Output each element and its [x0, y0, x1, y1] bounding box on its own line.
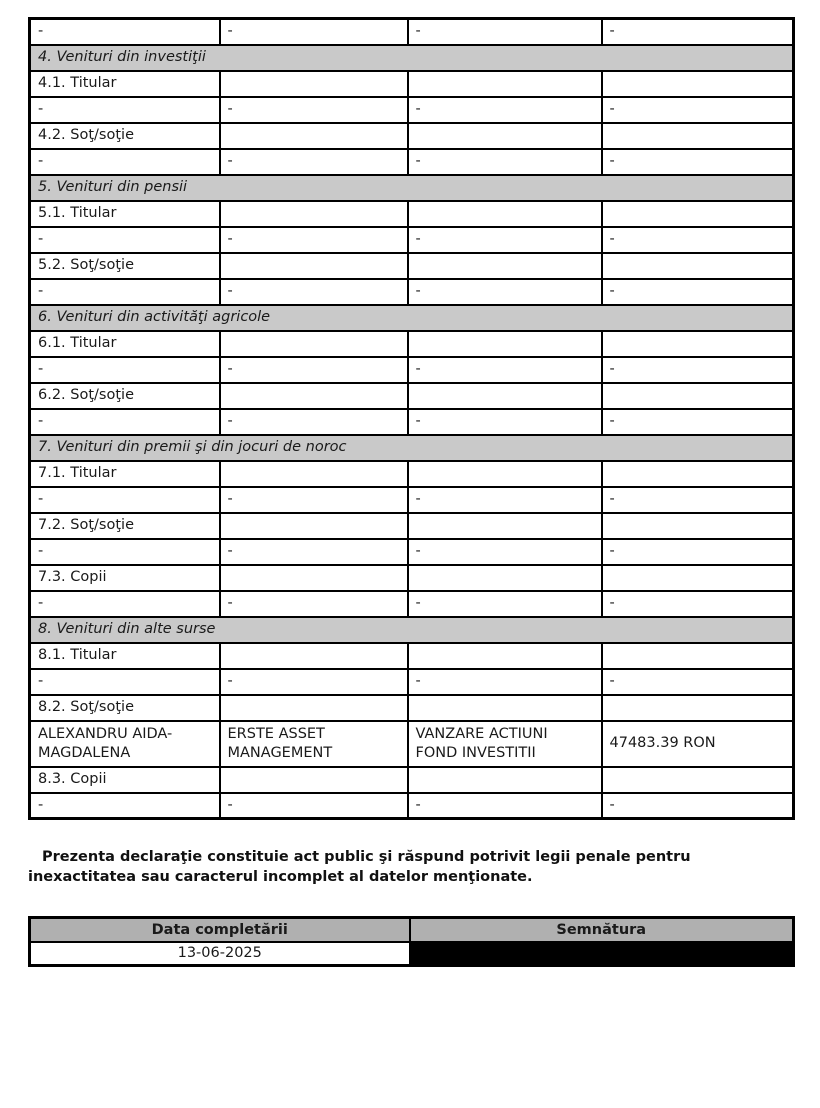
- table-cell: 47483.39 RON: [602, 721, 794, 767]
- table-cell: -: [408, 539, 602, 565]
- table-cell: [602, 767, 794, 793]
- table-cell: -: [602, 591, 794, 617]
- table-cell: [220, 565, 408, 591]
- table-row: [30, 721, 794, 767]
- signature-redacted-box: [410, 942, 794, 966]
- legal-notice: Prezenta declaraţie constituie act public şi răspund potrivit legii penale pentru inexactitatea sau caracterul incomplet al datelor menţionate.: [28, 849, 691, 885]
- table-cell: -: [220, 591, 408, 617]
- table-cell: -: [220, 487, 408, 513]
- table-cell: -: [220, 409, 408, 435]
- table-row: [30, 793, 794, 819]
- table-cell: -: [408, 357, 602, 383]
- table-cell: [602, 383, 794, 409]
- table-cell: [408, 123, 602, 149]
- table-row: [30, 539, 794, 565]
- table-cell: [602, 71, 794, 97]
- table-cell: [220, 201, 408, 227]
- table-cell: -: [30, 97, 220, 123]
- table-cell: VANZARE ACTIUNI FOND INVESTITII: [408, 721, 602, 767]
- table-cell: 8.2. Soţ/soţie: [30, 695, 220, 721]
- table-cell: -: [220, 669, 408, 695]
- table-cell: 6.1. Titular: [30, 331, 220, 357]
- table-cell: 8.3. Copii: [30, 767, 220, 793]
- table-cell: [408, 565, 602, 591]
- table-cell: -: [220, 19, 408, 45]
- signature-table-value-row: [30, 942, 794, 966]
- table-cell: 7.3. Copii: [30, 565, 220, 591]
- table-row: [30, 383, 794, 409]
- table-row: [30, 669, 794, 695]
- table-cell: [408, 643, 602, 669]
- table-cell: [220, 383, 408, 409]
- table-cell: [602, 565, 794, 591]
- table-cell: -: [30, 279, 220, 305]
- table-cell: -: [602, 227, 794, 253]
- table-cell: -: [30, 149, 220, 175]
- table-cell: -: [408, 279, 602, 305]
- table-cell: [408, 201, 602, 227]
- section-header-cell: 4. Venituri din investiţii: [30, 45, 794, 71]
- table-row: [30, 643, 794, 669]
- table-row: [30, 767, 794, 793]
- table-cell: -: [602, 487, 794, 513]
- section-header-row: [30, 435, 794, 461]
- table-cell: [220, 253, 408, 279]
- income-table: [28, 17, 795, 820]
- table-cell: -: [220, 539, 408, 565]
- section-header-row: [30, 305, 794, 331]
- signature-header-cell: Semnătura: [410, 918, 794, 942]
- table-cell: -: [408, 669, 602, 695]
- table-cell: -: [602, 19, 794, 45]
- table-cell: [408, 767, 602, 793]
- table-cell: -: [602, 539, 794, 565]
- date-header-cell: Data completării: [30, 918, 410, 942]
- table-cell: -: [30, 539, 220, 565]
- table-cell: 5.1. Titular: [30, 201, 220, 227]
- table-row: [30, 565, 794, 591]
- table-cell: -: [220, 227, 408, 253]
- table-cell: [220, 123, 408, 149]
- table-cell: -: [30, 19, 220, 45]
- table-row: [30, 409, 794, 435]
- table-cell: -: [602, 409, 794, 435]
- table-row: [30, 201, 794, 227]
- table-cell: ALEXANDRU AIDA-MAGDALENA: [30, 721, 220, 767]
- table-row: [30, 97, 794, 123]
- signature-table-header-row: [30, 918, 794, 942]
- table-cell: -: [408, 149, 602, 175]
- table-cell: -: [408, 591, 602, 617]
- table-cell: -: [30, 227, 220, 253]
- table-cell: -: [602, 357, 794, 383]
- table-cell: [602, 643, 794, 669]
- signature-table: [28, 916, 795, 967]
- table-cell: 4.1. Titular: [30, 71, 220, 97]
- table-cell: 6.2. Soţ/soţie: [30, 383, 220, 409]
- table-row: [30, 591, 794, 617]
- table-cell: [220, 695, 408, 721]
- section-header-cell: 6. Venituri din activităţi agricole: [30, 305, 794, 331]
- table-row: [30, 487, 794, 513]
- table-cell: 7.2. Soţ/soţie: [30, 513, 220, 539]
- table-cell: [602, 461, 794, 487]
- section-header-row: [30, 617, 794, 643]
- table-row: [30, 123, 794, 149]
- table-cell: -: [408, 97, 602, 123]
- section-header-row: [30, 45, 794, 71]
- table-row: [30, 461, 794, 487]
- table-cell: 7.1. Titular: [30, 461, 220, 487]
- table-cell: [602, 253, 794, 279]
- table-cell: [408, 383, 602, 409]
- table-row: [30, 71, 794, 97]
- income-table-body: [30, 19, 794, 819]
- table-row: [30, 227, 794, 253]
- table-cell: [220, 461, 408, 487]
- table-cell: -: [30, 669, 220, 695]
- table-row: [30, 253, 794, 279]
- table-cell: -: [408, 19, 602, 45]
- table-cell: 8.1. Titular: [30, 643, 220, 669]
- table-cell: [602, 695, 794, 721]
- table-cell: -: [408, 793, 602, 819]
- table-cell: [220, 767, 408, 793]
- table-row: [30, 357, 794, 383]
- table-cell: [408, 331, 602, 357]
- table-cell: ERSTE ASSET MANAGEMENT: [220, 721, 408, 767]
- table-row: [30, 695, 794, 721]
- table-cell: [602, 123, 794, 149]
- table-cell: -: [30, 409, 220, 435]
- table-cell: [220, 513, 408, 539]
- date-value-cell: 13-06-2025: [30, 942, 410, 966]
- table-cell: [220, 643, 408, 669]
- table-cell: -: [408, 487, 602, 513]
- table-cell: [408, 253, 602, 279]
- table-row: [30, 279, 794, 305]
- table-cell: [408, 71, 602, 97]
- table-cell: -: [220, 793, 408, 819]
- table-cell: -: [602, 149, 794, 175]
- table-cell: -: [408, 227, 602, 253]
- section-header-cell: 8. Venituri din alte surse: [30, 617, 794, 643]
- table-row: [30, 19, 794, 45]
- table-cell: -: [408, 409, 602, 435]
- table-cell: -: [220, 149, 408, 175]
- table-cell: -: [30, 793, 220, 819]
- table-cell: [602, 201, 794, 227]
- table-cell: -: [30, 487, 220, 513]
- table-cell: -: [220, 279, 408, 305]
- table-cell: -: [602, 669, 794, 695]
- table-cell: -: [602, 793, 794, 819]
- table-cell: -: [602, 279, 794, 305]
- table-cell: 4.2. Soţ/soţie: [30, 123, 220, 149]
- table-cell: [220, 331, 408, 357]
- table-cell: -: [602, 97, 794, 123]
- table-cell: [602, 331, 794, 357]
- table-cell: 5.2. Soţ/soţie: [30, 253, 220, 279]
- table-row: [30, 513, 794, 539]
- table-cell: [408, 513, 602, 539]
- table-cell: [220, 71, 408, 97]
- section-header-cell: 5. Venituri din pensii: [30, 175, 794, 201]
- table-row: [30, 149, 794, 175]
- table-cell: -: [220, 357, 408, 383]
- section-header-row: [30, 175, 794, 201]
- table-cell: [602, 513, 794, 539]
- table-cell: [408, 461, 602, 487]
- table-cell: [408, 695, 602, 721]
- section-header-cell: 7. Venituri din premii şi din jocuri de noroc: [30, 435, 794, 461]
- table-cell: -: [30, 357, 220, 383]
- table-cell: -: [220, 97, 408, 123]
- table-row: [30, 331, 794, 357]
- table-cell: -: [30, 591, 220, 617]
